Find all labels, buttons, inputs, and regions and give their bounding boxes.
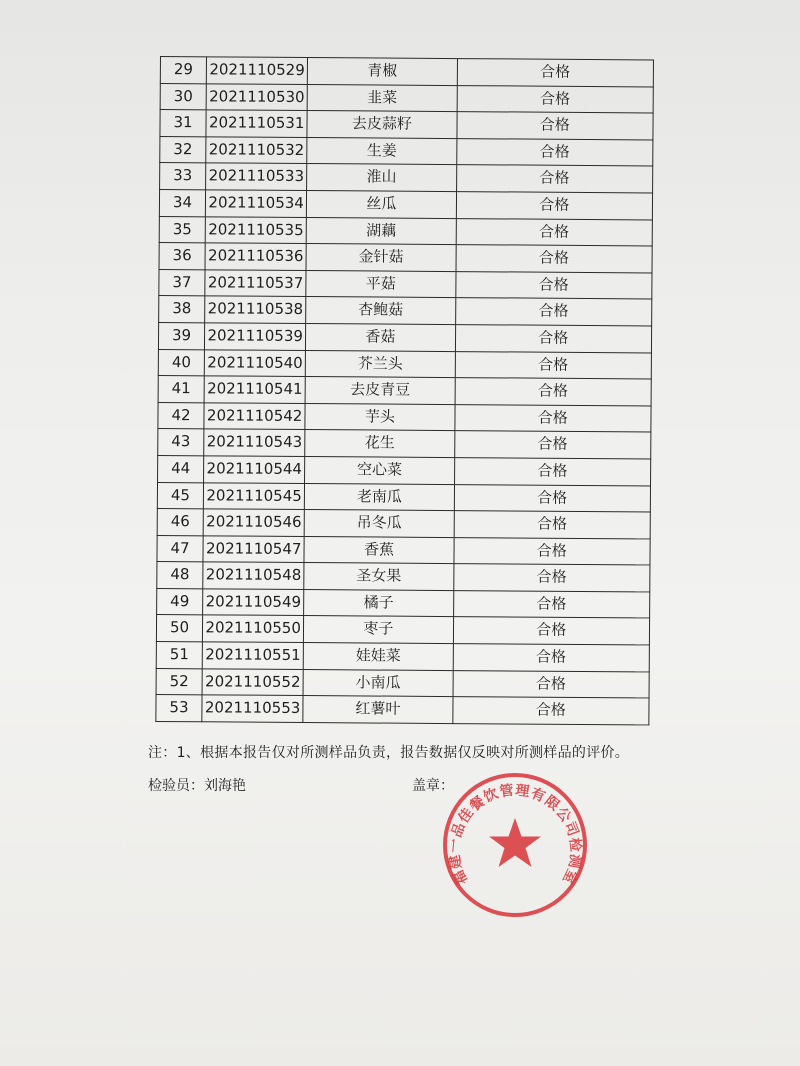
row-number: 36 xyxy=(159,243,205,270)
test-result: 合格 xyxy=(453,564,650,592)
table-row xyxy=(158,402,651,432)
report-note: 注：1、根据本报告仅对所测样品负责，报告数据仅反映对所测样品的评价。 xyxy=(148,745,630,761)
test-result: 合格 xyxy=(457,85,654,113)
test-result: 合格 xyxy=(453,670,650,698)
seal-label: 盖章： xyxy=(412,778,454,794)
sample-name: 芥兰头 xyxy=(306,350,455,378)
test-result: 合格 xyxy=(454,484,651,512)
sample-code: 2021110538 xyxy=(205,296,306,323)
row-number: 41 xyxy=(158,376,204,403)
test-result: 合格 xyxy=(455,378,652,406)
sample-code: 2021110530 xyxy=(206,83,307,110)
test-result: 合格 xyxy=(455,351,652,379)
sample-code: 2021110540 xyxy=(204,349,305,376)
table-row xyxy=(157,535,650,565)
sample-code: 2021110541 xyxy=(204,376,305,403)
table-row xyxy=(159,296,652,326)
row-number: 50 xyxy=(156,615,202,642)
table-row xyxy=(160,57,653,87)
row-number: 38 xyxy=(159,296,205,323)
sample-code: 2021110537 xyxy=(205,270,306,297)
sample-code: 2021110534 xyxy=(205,190,306,217)
test-result: 合格 xyxy=(453,644,650,672)
sample-code: 2021110553 xyxy=(202,695,303,722)
sample-code: 2021110544 xyxy=(204,456,305,483)
sample-code: 2021110547 xyxy=(203,536,304,563)
row-number: 48 xyxy=(157,562,203,589)
test-result: 合格 xyxy=(457,59,654,87)
row-number: 52 xyxy=(156,668,202,695)
table-row xyxy=(160,163,653,193)
table-row xyxy=(160,110,653,140)
test-result: 合格 xyxy=(456,245,653,273)
sample-name: 丝瓜 xyxy=(307,190,456,218)
sample-name: 芋头 xyxy=(305,403,454,431)
table-row xyxy=(156,668,649,698)
row-number: 29 xyxy=(160,57,206,84)
table-row xyxy=(160,136,653,166)
table-row xyxy=(159,269,652,299)
sample-code: 2021110543 xyxy=(204,429,305,456)
test-result: 合格 xyxy=(453,590,650,618)
table-row xyxy=(157,509,650,539)
test-result: 合格 xyxy=(455,325,652,353)
row-number: 31 xyxy=(160,110,206,137)
test-result: 合格 xyxy=(455,298,652,326)
sample-code: 2021110535 xyxy=(205,216,306,243)
results-table xyxy=(155,56,654,725)
test-result: 合格 xyxy=(456,165,653,193)
sample-code: 2021110529 xyxy=(206,57,307,84)
sample-name: 香蕉 xyxy=(304,536,453,564)
table-row xyxy=(157,482,650,512)
test-result: 合格 xyxy=(454,404,651,432)
row-number: 53 xyxy=(156,695,202,722)
sample-code: 2021110549 xyxy=(203,589,304,616)
test-result: 合格 xyxy=(455,271,652,299)
sample-code: 2021110552 xyxy=(202,668,303,695)
sample-name: 小南瓜 xyxy=(303,669,452,697)
seal-text: 福建一品佳餐饮管理有限公司检测室 xyxy=(446,782,584,887)
company-seal xyxy=(440,770,590,920)
sample-name: 青椒 xyxy=(308,58,457,86)
row-number: 35 xyxy=(159,216,205,243)
sample-code: 2021110536 xyxy=(205,243,306,270)
sample-name: 韭菜 xyxy=(307,84,456,112)
test-result: 合格 xyxy=(452,697,649,725)
table-row xyxy=(158,376,651,406)
sample-code: 2021110539 xyxy=(205,323,306,350)
sample-name: 平菇 xyxy=(306,270,455,298)
seal-star-icon xyxy=(489,818,541,867)
table-row xyxy=(158,349,651,379)
table-row xyxy=(158,455,651,485)
table-row xyxy=(159,243,652,273)
sample-name: 湖藕 xyxy=(306,217,455,245)
sample-name: 去皮蒜籽 xyxy=(307,111,456,139)
row-number: 44 xyxy=(158,455,204,482)
row-number: 49 xyxy=(157,588,203,615)
sample-name: 生姜 xyxy=(307,137,456,165)
table-row xyxy=(158,429,651,459)
row-number: 46 xyxy=(157,509,203,536)
row-number: 40 xyxy=(158,349,204,376)
sample-name: 圣女果 xyxy=(304,563,453,591)
test-result: 合格 xyxy=(454,537,651,565)
table-row xyxy=(157,588,650,618)
row-number: 51 xyxy=(156,642,202,669)
sample-code: 2021110550 xyxy=(202,615,303,642)
test-result: 合格 xyxy=(456,138,653,166)
sample-name: 娃娃菜 xyxy=(304,643,453,671)
sample-code: 2021110548 xyxy=(203,562,304,589)
test-result: 合格 xyxy=(453,617,650,645)
row-number: 33 xyxy=(160,163,206,190)
sample-name: 去皮青豆 xyxy=(305,377,454,405)
sample-name: 老南瓜 xyxy=(305,483,454,511)
table-row xyxy=(156,695,649,725)
test-result: 合格 xyxy=(454,457,651,485)
sample-name: 枣子 xyxy=(304,616,453,644)
test-result: 合格 xyxy=(454,511,651,539)
table-row xyxy=(156,615,649,645)
test-result: 合格 xyxy=(456,218,653,246)
row-number: 43 xyxy=(158,429,204,456)
sample-name: 淮山 xyxy=(307,164,456,192)
test-result: 合格 xyxy=(454,431,651,459)
row-number: 45 xyxy=(157,482,203,509)
table-row xyxy=(157,562,650,592)
sample-name: 橘子 xyxy=(304,589,453,617)
inspector-line: 检验员：刘海艳 xyxy=(148,778,246,794)
sample-code: 2021110546 xyxy=(203,509,304,536)
results-table-body xyxy=(156,57,654,725)
sample-code: 2021110532 xyxy=(206,137,307,164)
sample-name: 杏鲍菇 xyxy=(306,297,455,325)
sample-code: 2021110545 xyxy=(203,482,304,509)
sample-name: 吊冬瓜 xyxy=(304,510,453,538)
sample-name: 空心菜 xyxy=(305,456,454,484)
sample-name: 香菇 xyxy=(306,323,455,351)
table-row xyxy=(156,642,649,672)
row-number: 42 xyxy=(158,402,204,429)
row-number: 47 xyxy=(157,535,203,562)
test-result: 合格 xyxy=(457,112,654,140)
row-number: 32 xyxy=(160,136,206,163)
row-number: 39 xyxy=(158,322,204,349)
row-number: 30 xyxy=(160,83,206,110)
test-result: 合格 xyxy=(456,192,653,220)
row-number: 34 xyxy=(159,189,205,216)
table-row xyxy=(158,322,651,352)
row-number: 37 xyxy=(159,269,205,296)
table-row xyxy=(160,83,653,113)
table-row xyxy=(159,189,652,219)
sample-name: 花生 xyxy=(305,430,454,458)
sample-code: 2021110533 xyxy=(206,163,307,190)
sample-name: 金针菇 xyxy=(306,244,455,272)
sample-code: 2021110542 xyxy=(204,403,305,430)
sample-name: 红薯叶 xyxy=(303,696,452,724)
sample-code: 2021110551 xyxy=(202,642,303,669)
sample-code: 2021110531 xyxy=(206,110,307,137)
table-row xyxy=(159,216,652,246)
